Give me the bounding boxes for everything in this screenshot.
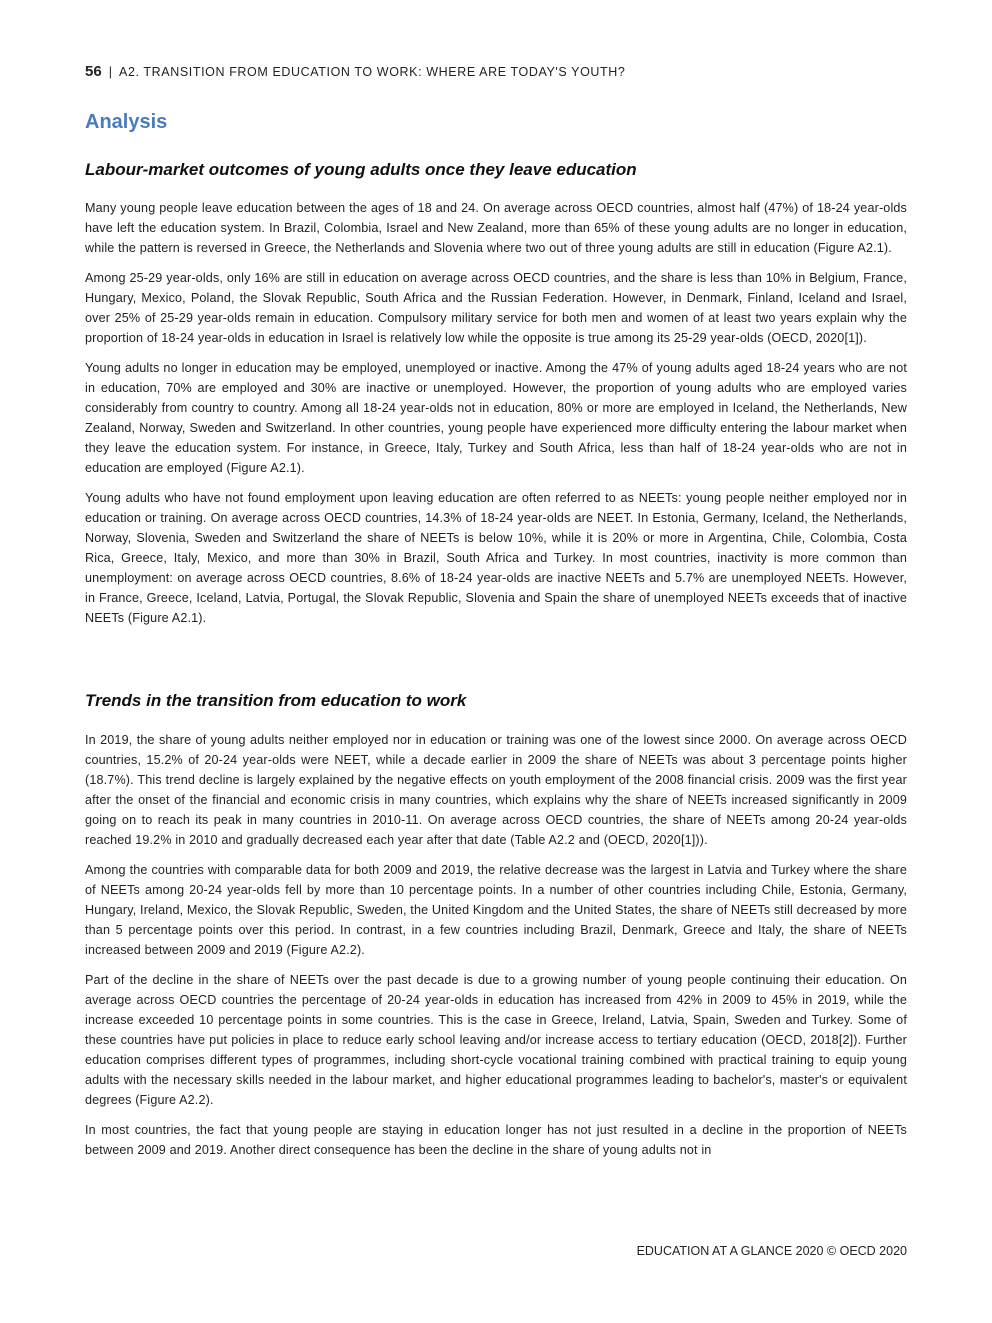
- paragraph: Young adults who have not found employment upon leaving education are often referred to as NEETs: young people neither employed nor in education or training. On average across OECD countries, 14.3% of 18-24 year-olds are NEET. In Estonia, Germany, Iceland, the Netherlands, Norway, Slovenia, Sweden and Switzerland the share of NEETs is below 10%, while it is 20% or more in Argentina, Chile, Colombia, Costa Rica, Greece, Italy, Mexico, and more than 30% in Brazil, South Africa and Turkey. In most countries, inactivity is more common than unemployment: on average across OECD countries, 8.6% of 18-24 year-olds are inactive NEETs and 5.7% are unemployed NEETs. However, in France, Greece, Iceland, Latvia, Portugal, the Slovak Republic, Slovenia and Spain the share of unemployed NEETs exceeds that of inactive NEETs (Figure A2.1).: [85, 491, 907, 625]
- paragraph: In 2019, the share of young adults neither employed nor in education or training was one of the lowest since 2000. On average across OECD countries, 15.2% of 20-24 year-olds were NEET, while a decade earlier in 2009 the share of NEETs was about 3 percentage points higher (18.7%). This trend decline is largely explained by the negative effects on youth employment of the 2008 financial crisis. 2009 was the first year after the onset of the financial and economic crisis in many countries, which explains why the share of NEETs increased significantly in 2009 going on to reach its peak in many countries in 2010-11. On average across OECD countries, the share of NEETs among 20-24 year-olds reached 19.2% in 2010 and gradually decreased each year after that date (Table A2.2 and (OECD, 2020[1])).: [85, 733, 907, 847]
- paragraph: Among 25-29 year-olds, only 16% are still in education on average across OECD countries, and the share is less than 10% in Belgium, France, Hungary, Mexico, Poland, the Slovak Republic, South Africa and the Russian Federation. However, in Denmark, Finland, Iceland and Israel, over 25% of 25-29 year-olds remain in education. Compulsory military service for both men and women of at least two years explain why the proportion of 18-24 year-olds in education in Israel is relatively low while the opposite is true among its 25-29 year-olds (OECD, 2020[1]).: [85, 271, 907, 345]
- section-heading-labour-market: Labour-market outcomes of young adults once they leave education: [85, 160, 637, 179]
- header-separator: |: [108, 65, 113, 79]
- paragraph: Among the countries with comparable data for both 2009 and 2019, the relative decrease was the largest in Latvia and Turkey where the share of NEETs among 20-24 year-olds fell by more than 10 percentage points. In a number of other countries including Chile, Estonia, Germany, Hungary, Ireland, Mexico, the Slovak Republic, Sweden, the United Kingdom and the United States, the share of NEETs still decreased by more than 5 percentage points over this period. In contrast, in a few countries including Brazil, Denmark, Greece and Italy, the share of NEETs increased between 2009 and 2019 (Figure A2.2).: [85, 863, 907, 957]
- page-number: 56: [85, 63, 102, 80]
- section-trends-body: [85, 730, 907, 1170]
- analysis-heading: Analysis: [85, 111, 168, 133]
- running-header: [85, 63, 907, 80]
- paragraph: Many young people leave education between the ages of 18 and 24. On average across OECD countries, almost half (47%) of 18-24 year-olds have left the education system. In Brazil, Colombia, Israel and New Zealand, more than 65% of these young adults are no longer in education, while the pattern is reversed in Greece, the Netherlands and Slovenia where two out of three young adults are still in education (Figure A2.1).: [85, 201, 907, 255]
- page-footer: EDUCATION AT A GLANCE 2020 © OECD 2020: [636, 1244, 907, 1258]
- paragraph: In most countries, the fact that young people are staying in education longer has not just resulted in a decline in the proportion of NEETs between 2009 and 2019. Another direct consequence has been the decline in the share of young adults not in: [85, 1123, 907, 1157]
- paragraph: Part of the decline in the share of NEETs over the past decade is due to a growing number of young people continuing their education. On average across OECD countries the percentage of 20-24 year-olds in education has increased from 42% in 2009 to 45% in 2019, while the increase exceeded 10 percentage points in some countries. This is the case in Greece, Ireland, Latvia, Spain, Sweden and Turkey. Some of these countries have put policies in place to reduce early school leaving and/or increase access to tertiary education (OECD, 2018[2]). Further education comprises different types of programmes, including short-cycle vocational training combined with practical training to equip young adults with the necessary skills needed in the labour market, and higher educational programmes leading to bachelor's, master's or equivalent degrees (Figure A2.2).: [85, 973, 907, 1107]
- paragraph: Young adults no longer in education may be employed, unemployed or inactive. Among the 47% of young adults aged 18-24 years who are not in education, 70% are employed and 30% are inactive or unemployed. However, the proportion of young adults who are employed varies considerably from country to country. Among all 18-24 year-olds not in education, 80% or more are employed in Iceland, the Netherlands, New Zealand, Norway, Sweden and Switzerland. In other countries, young people have experienced more difficulty entering the labour market when they leave the education system. For instance, in Greece, Italy, Turkey and South Africa, less than half of 18-24 year-olds who are not in education are employed (Figure A2.1).: [85, 361, 907, 475]
- section-labour-market-body: [85, 198, 907, 638]
- section-heading-trends: Trends in the transition from education to work: [85, 691, 467, 710]
- chapter-title: A2. TRANSITION FROM EDUCATION TO WORK: WHERE ARE TODAY'S YOUTH?: [119, 65, 626, 79]
